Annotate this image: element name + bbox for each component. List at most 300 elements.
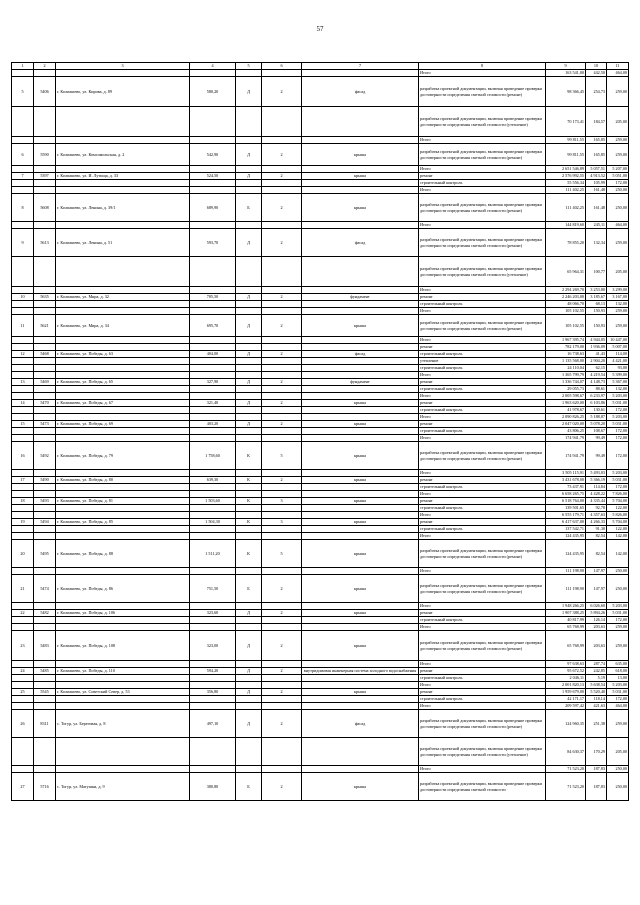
table-cell: 4 913,52 [586, 173, 607, 180]
table-cell: крыша [302, 315, 419, 337]
table-cell [56, 414, 190, 421]
table-cell: 62,15 [586, 365, 607, 372]
table-cell: 2 [262, 477, 302, 484]
table-cell: 1 907 388,25 [546, 610, 586, 617]
table-row [12, 400, 629, 407]
table-cell: Итого [419, 70, 546, 77]
table-cell [262, 137, 302, 144]
table-row [12, 435, 629, 442]
table-cell [236, 166, 262, 173]
table-cell [236, 308, 262, 315]
table-cell: 5 203,00 [607, 682, 629, 689]
table-cell: разработка проектной документации, включая проведение проверки достоверности определения сметной стоимости (ремонт) [419, 540, 546, 568]
table-cell: 48 066,70 [546, 301, 586, 308]
table-cell: разработка проектной документации, включая проведение проверки достоверности определения сметной стоимости (утепление) [419, 257, 546, 287]
table-cell: г. Колпашево, ул. Кирова, д. 89 [56, 77, 190, 107]
table-cell [262, 703, 302, 710]
table-cell: 635,00 [607, 661, 629, 668]
table-cell [56, 603, 190, 610]
table-cell [302, 365, 419, 372]
table-cell: крыша [302, 442, 419, 470]
table-cell: 18 [12, 498, 34, 505]
table-row [12, 477, 629, 484]
table-cell [12, 484, 34, 491]
table-row [12, 194, 629, 222]
table-cell: 172,00 [607, 180, 629, 187]
table-cell: 84 630,37 [546, 738, 586, 766]
table-cell: 2 [262, 421, 302, 428]
table-cell: 111 402,25 [546, 187, 586, 194]
table-cell: 4 944,05 [586, 337, 607, 344]
table-cell [236, 358, 262, 365]
table-cell: 639,30 [190, 477, 236, 484]
table-cell [56, 505, 190, 512]
table-cell: Б [236, 194, 262, 222]
table-cell [262, 222, 302, 229]
table-cell: 251,38 [586, 710, 607, 738]
table-cell [302, 766, 419, 773]
table-cell [190, 187, 236, 194]
table-cell: строительный контроль [419, 696, 546, 703]
table-cell [56, 180, 190, 187]
table-cell: 42 171,17 [546, 696, 586, 703]
table-cell: 70 173,41 [546, 107, 586, 137]
table-cell: 99 811,55 [546, 137, 586, 144]
table-cell [262, 682, 302, 689]
table-cell [190, 407, 236, 414]
table-cell: 1 503,60 [190, 498, 236, 505]
table-cell: строительный контроль [419, 386, 546, 393]
table-cell: 259,00 [607, 137, 629, 144]
table-row [12, 668, 629, 675]
table-cell [56, 393, 190, 400]
table-row [12, 617, 629, 624]
table-row [12, 308, 629, 315]
table-cell: К [236, 519, 262, 526]
table-cell: 287,74 [586, 661, 607, 668]
table-row [12, 442, 629, 470]
table-cell [56, 617, 190, 624]
table-cell: 7 826,00 [607, 491, 629, 498]
table-cell: крыша [302, 144, 419, 166]
table-cell [302, 407, 419, 414]
table-cell [56, 107, 190, 137]
table-cell: разработка проектной документации, включая проведение проверки достоверности определения сметной стоимости (ремонт) [419, 710, 546, 738]
table-cell [302, 624, 419, 631]
table-cell: Итого [419, 491, 546, 498]
table-cell: 5 493,03 [586, 470, 607, 477]
table-cell: 5470 [34, 400, 56, 407]
table-cell [262, 107, 302, 137]
table-cell [302, 257, 419, 287]
table-cell: 695,70 [190, 315, 236, 337]
table-cell: разработка проектной документации, включая проведение проверки достоверности определения сметной стоимости (ремонт) [419, 144, 546, 166]
table-cell: 782 179,00 [546, 344, 586, 351]
table-cell [56, 696, 190, 703]
table-cell [34, 107, 56, 137]
table-cell [302, 738, 419, 766]
table-cell: г. Колпашево, ул. Ленина, д. 39/1 [56, 194, 190, 222]
table-cell [236, 428, 262, 435]
table-cell: Д [236, 77, 262, 107]
table-cell [236, 301, 262, 308]
table-cell [12, 166, 34, 173]
table-cell: 99,49 [586, 435, 607, 442]
table-cell: 5 203,00 [607, 603, 629, 610]
table-cell [302, 180, 419, 187]
table-cell [34, 428, 56, 435]
table-cell: Итого [419, 682, 546, 689]
table-cell [12, 386, 34, 393]
table-cell: 2 576 992,55 [546, 173, 586, 180]
table-cell: 10 [12, 294, 34, 301]
table-cell: 2 [262, 173, 302, 180]
table-cell: г. Колпашево, ул. Победы, д. 88 [56, 540, 190, 568]
table-cell [262, 257, 302, 287]
table-cell: 259,00 [607, 631, 629, 661]
table-cell [190, 365, 236, 372]
table-cell: 5406 [34, 77, 56, 107]
table-row [12, 533, 629, 540]
table-cell: Итого [419, 393, 546, 400]
table-cell [236, 70, 262, 77]
table-cell: 5,19 [586, 675, 607, 682]
table-cell [34, 526, 56, 533]
table-cell: 105 102,55 [546, 308, 586, 315]
table-cell: 2 [262, 710, 302, 738]
table-row [12, 294, 629, 301]
table-cell: 27 [12, 773, 34, 801]
table-cell: 11 [12, 315, 34, 337]
table-cell: фундамент [302, 379, 419, 386]
table-cell: Итого [419, 766, 546, 773]
table-cell: 41,43 [586, 351, 607, 358]
table-cell [34, 372, 56, 379]
table-cell: строительный контроль [419, 505, 546, 512]
table-cell: 5 894,26 [586, 610, 607, 617]
table-cell: 13,00 [607, 675, 629, 682]
table-cell: 618,00 [607, 668, 629, 675]
table-cell: 6 [12, 144, 34, 166]
table-row [12, 773, 629, 801]
table-cell: фасад [302, 710, 419, 738]
table-cell [236, 505, 262, 512]
table-cell: крыша [302, 519, 419, 526]
table-cell [302, 682, 419, 689]
table-cell: строительный контроль [419, 484, 546, 491]
table-cell [34, 703, 56, 710]
table-cell [56, 257, 190, 287]
table-cell [262, 533, 302, 540]
table-cell: ремонт [419, 498, 546, 505]
table-cell: 25 [12, 689, 34, 696]
table-cell [56, 337, 190, 344]
table-cell: г. Колпашево, ул. Комсомольская, д. 2 [56, 144, 190, 166]
table-cell: 3 [262, 498, 302, 505]
table-cell [56, 428, 190, 435]
table-cell: 124 435,95 [546, 540, 586, 568]
table-cell [34, 308, 56, 315]
table-cell: строительный контроль [419, 428, 546, 435]
table-cell: 3 167,00 [607, 294, 629, 301]
table-cell [34, 70, 56, 77]
table-cell: 205,00 [607, 107, 629, 137]
table-cell: 524,50 [190, 173, 236, 180]
table-cell: ремонт [419, 400, 546, 407]
table-cell: 2 [262, 351, 302, 358]
table-cell: с. Тогур, ул. Матушки, д. 9 [56, 773, 190, 801]
table-cell [12, 301, 34, 308]
table-cell: Итого [419, 435, 546, 442]
table-cell [262, 180, 302, 187]
table-cell [190, 222, 236, 229]
table-row [12, 470, 629, 477]
table-cell [302, 703, 419, 710]
table-cell: 580,20 [190, 77, 236, 107]
table-cell: Б [236, 575, 262, 603]
table-cell [262, 308, 302, 315]
table-row [12, 519, 629, 526]
table-cell [56, 470, 190, 477]
table-cell [236, 696, 262, 703]
table-cell: строительный контроль [419, 351, 546, 358]
table-cell: Д [236, 379, 262, 386]
table-cell: 323,60 [190, 610, 236, 617]
table-cell [34, 675, 56, 682]
table-cell: 17 [12, 477, 34, 484]
table-cell: крыша [302, 773, 419, 801]
table-cell [34, 603, 56, 610]
table-cell [34, 287, 56, 294]
table-cell: 5 007,00 [607, 344, 629, 351]
table-cell: 65 768,99 [546, 631, 586, 661]
table-cell [12, 675, 34, 682]
table-cell [34, 365, 56, 372]
table-cell [190, 682, 236, 689]
table-cell: г. Колпашево, ул. Победы, д. 81 [56, 498, 190, 505]
table-cell [190, 624, 236, 631]
table-cell: г. Колпашево, ул. Победы, д. 108 [56, 631, 190, 661]
table-row [12, 173, 629, 180]
table-cell: 98 366,45 [546, 77, 586, 107]
table-cell: 250,00 [607, 766, 629, 773]
table-cell [190, 386, 236, 393]
table-cell: 4 421,00 [607, 358, 629, 365]
table-cell [12, 533, 34, 540]
table-cell: 203,63 [586, 624, 607, 631]
table-cell: 71 523,20 [546, 766, 586, 773]
table-cell [302, 137, 419, 144]
table-cell: 172,00 [607, 442, 629, 470]
table-cell: 2 294 269,70 [546, 287, 586, 294]
table-cell: 250,00 [607, 773, 629, 801]
table-cell [34, 624, 56, 631]
table-cell [302, 526, 419, 533]
table-cell: разработка проектной документации, включая проведение проверки достоверности определения сметной стоимости (ремонт) [419, 229, 546, 257]
table-cell: 16 [12, 442, 34, 470]
table-cell [12, 344, 34, 351]
table-cell [236, 568, 262, 575]
table-cell [262, 624, 302, 631]
table-cell [302, 512, 419, 519]
table-cell [236, 470, 262, 477]
table-cell [56, 308, 190, 315]
table-cell [56, 222, 190, 229]
table-cell: 2 [262, 294, 302, 301]
table-cell [56, 533, 190, 540]
table-cell: крыша [302, 540, 419, 568]
table-cell [302, 308, 419, 315]
table-cell: К [236, 442, 262, 470]
table-cell: 5 203,00 [607, 414, 629, 421]
table-cell: 99,49 [586, 442, 607, 470]
table-cell [262, 301, 302, 308]
table-cell: 689,90 [190, 194, 236, 222]
table-cell: 97 638,63 [546, 661, 586, 668]
table-cell [262, 491, 302, 498]
table-cell [12, 308, 34, 315]
table-cell: 12 [12, 351, 34, 358]
table-cell [56, 512, 190, 519]
table-cell [34, 137, 56, 144]
table-cell: 259,00 [607, 77, 629, 107]
table-cell [56, 407, 190, 414]
table-cell: Д [236, 144, 262, 166]
table-cell: крыша [302, 194, 419, 222]
table-cell: К [236, 540, 262, 568]
table-cell: 161,48 [586, 187, 607, 194]
table-row [12, 180, 629, 187]
table-cell: 2 [262, 689, 302, 696]
table-cell [56, 484, 190, 491]
table-cell [56, 166, 190, 173]
table-cell [190, 435, 236, 442]
table-cell: 2 047 020,00 [546, 421, 586, 428]
table-cell: 111 198,90 [546, 568, 586, 575]
table-cell [34, 491, 56, 498]
table-cell: 5 207,00 [607, 166, 629, 173]
table-row [12, 610, 629, 617]
table-cell [12, 435, 34, 442]
table-cell: 254,73 [586, 77, 607, 107]
table-cell: 5 704,00 [607, 519, 629, 526]
table-cell [262, 344, 302, 351]
table-cell [236, 533, 262, 540]
table-cell [56, 137, 190, 144]
table-cell: 8 [12, 194, 34, 222]
header-cell: 4 [190, 63, 236, 70]
table-cell: фасад [302, 77, 419, 107]
table-cell [236, 107, 262, 137]
table-cell: фасад [302, 351, 419, 358]
table-cell: 20 [12, 540, 34, 568]
table-cell [302, 372, 419, 379]
table-cell [12, 703, 34, 710]
table-cell: 137 542,71 [546, 526, 586, 533]
table-cell [236, 414, 262, 421]
table-cell: 1 511,20 [190, 540, 236, 568]
table-cell: строительный контроль [419, 526, 546, 533]
table-cell [262, 337, 302, 344]
table-row [12, 675, 629, 682]
table-cell: 5 399,00 [607, 372, 629, 379]
table-cell: 8311 [34, 710, 56, 738]
table-cell: 464,00 [607, 222, 629, 229]
table-cell: 259,00 [607, 710, 629, 738]
table-cell: 150,93 [586, 315, 607, 337]
table-cell [236, 222, 262, 229]
table-cell [190, 337, 236, 344]
table-cell: разработка проектной документации, включая проведение проверки достоверности определения сметной стоимости [419, 773, 546, 801]
table-cell: 259,00 [607, 315, 629, 337]
table-row [12, 689, 629, 696]
table-cell [34, 738, 56, 766]
table-cell [302, 166, 419, 173]
table-cell: 172,00 [607, 407, 629, 414]
table-row [12, 428, 629, 435]
table-cell: 5 826,00 [607, 512, 629, 519]
table-cell [262, 372, 302, 379]
table-cell: 403,20 [190, 421, 236, 428]
table-cell: 2 904,20 [586, 358, 607, 365]
table-cell: г. Колпашево, ул. И. Лутища, д. 33 [56, 173, 190, 180]
table-cell [236, 484, 262, 491]
table-cell [190, 675, 236, 682]
table-row [12, 365, 629, 372]
table-cell [190, 505, 236, 512]
table-cell: г. Колпашево, ул. Победы, д. 63 [56, 351, 190, 358]
table-cell [236, 603, 262, 610]
table-row [12, 351, 629, 358]
table-cell: крыша [302, 610, 419, 617]
table-cell: 172,00 [607, 696, 629, 703]
table-row [12, 386, 629, 393]
table-cell: ремонт [419, 344, 546, 351]
table-cell: 5 520,40 [586, 689, 607, 696]
table-cell [12, 428, 34, 435]
table-cell: 99 811,55 [546, 144, 586, 166]
table-cell: 5 367,00 [607, 379, 629, 386]
table-cell [236, 703, 262, 710]
table-cell [56, 675, 190, 682]
table-cell [236, 187, 262, 194]
table-cell: 172,00 [607, 484, 629, 491]
table-cell: разработка проектной документации, включая проведение проверки достоверности определения сметной стоимости (ремонт) [419, 442, 546, 470]
table-cell [56, 301, 190, 308]
table-cell: 2 [262, 194, 302, 222]
table-cell [34, 166, 56, 173]
table-cell [12, 526, 34, 533]
table-cell [56, 365, 190, 372]
table-cell [56, 435, 190, 442]
table-cell [34, 393, 56, 400]
table-cell: 124 435,95 [546, 533, 586, 540]
table-cell: 118,14 [586, 696, 607, 703]
table-cell [34, 222, 56, 229]
table-cell: 126,14 [586, 617, 607, 624]
table-row [12, 379, 629, 386]
table-cell [190, 703, 236, 710]
table-cell: 174 941,79 [546, 442, 586, 470]
table-cell [12, 617, 34, 624]
table-cell: 172,00 [607, 617, 629, 624]
table-cell: 5485 [34, 668, 56, 675]
table-cell [56, 568, 190, 575]
table-cell: К [236, 498, 262, 505]
table-cell: Итого [419, 624, 546, 631]
table-cell: Итого [419, 287, 546, 294]
table-cell: Итого [419, 222, 546, 229]
